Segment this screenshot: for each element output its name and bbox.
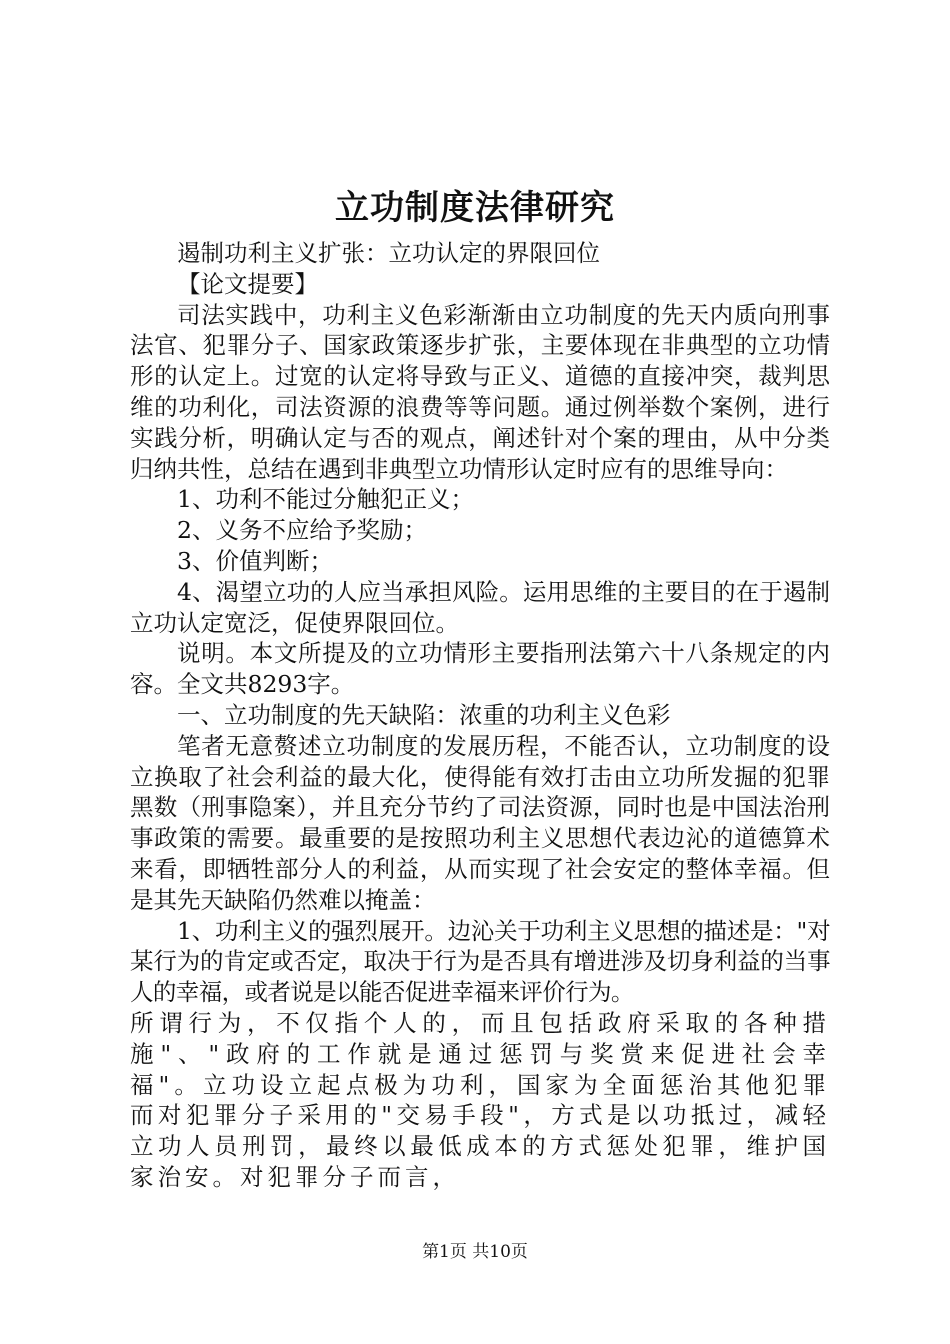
- body-paragraph-3: 所谓行为，不仅指个人的，而且包括政府采取的各种措施"、"政府的工作就是通过惩罚与奖赏来促进社会幸福"。立功设立起点极为功利，国家为全面惩治其他犯罪而对犯罪分子采用的"交易手段"，方式是以功抵过，减轻立功人员刑罚，最终以最低成本的方式惩处犯罪，维护国家治安。对犯罪分子而言，: [130, 1008, 830, 1191]
- abstract-paragraph: 司法实践中，功利主义色彩渐渐由立功制度的先天内质向刑事法官、犯罪分子、国家政策逐步扩张，主要体现在非典型的立功情形的认定上。过宽的认定将导致与正义、道德的直接冲突，裁判思维的功利化，司法资源的浪费等等问题。通过例举数个案例，进行实践分析，明确认定与否的观点，阐述针对个案的理由，从中分类归纳共性，总结在遇到非典型立功情形认定时应有的思维导向：: [130, 300, 830, 483]
- list-item-3: 3、价值判断；: [177, 546, 333, 575]
- document-title: 立功制度法律研究: [335, 188, 615, 228]
- body-paragraph-2: 1、功利主义的强烈展开。边沁关于功利主义思想的描述是："对某行为的肯定或否定，取决于行为是否具有增进涉及切身利益的当事人的幸福，或者说是以能否促进幸福来评价行为。: [130, 916, 830, 1007]
- note-paragraph: 说明。本文所提及的立功情形主要指刑法第六十八条规定的内容。全文共8293字。: [130, 639, 830, 699]
- section-heading-1: 一、立功制度的先天缺陷：浓重的功利主义色彩: [177, 700, 671, 729]
- document-body: [130, 238, 830, 1193]
- body-paragraph-1: 笔者无意赘述立功制度的发展历程，不能否认，立功制度的设立换取了社会利益的最大化，使得能有效打击由立功所发掘的犯罪黑数（刑事隐案），并且充分节约了司法资源，同时也是中国法治刑事政策的需要。最重要的是按照功利主义思想代表边沁的道德算术来看，即牺牲部分人的利益，从而实现了社会安定的整体幸福。但是其先天缺陷仍然难以掩盖：: [130, 731, 830, 914]
- list-item-2: 2、义务不应给予奖励；: [177, 516, 427, 545]
- list-item-4: 4、渴望立功的人应当承担风险。运用思维的主要目的在于遏制立功认定宽泛，促使界限回位。: [130, 577, 830, 637]
- list-item-1: 1、功利不能过分触犯正义；: [177, 485, 474, 514]
- page-footer: 第1页 共10页: [422, 1242, 528, 1262]
- subtitle-paragraph: 遏制功利主义扩张：立功认定的界限回位: [177, 239, 600, 267]
- abstract-heading: 【论文提要】: [177, 269, 318, 298]
